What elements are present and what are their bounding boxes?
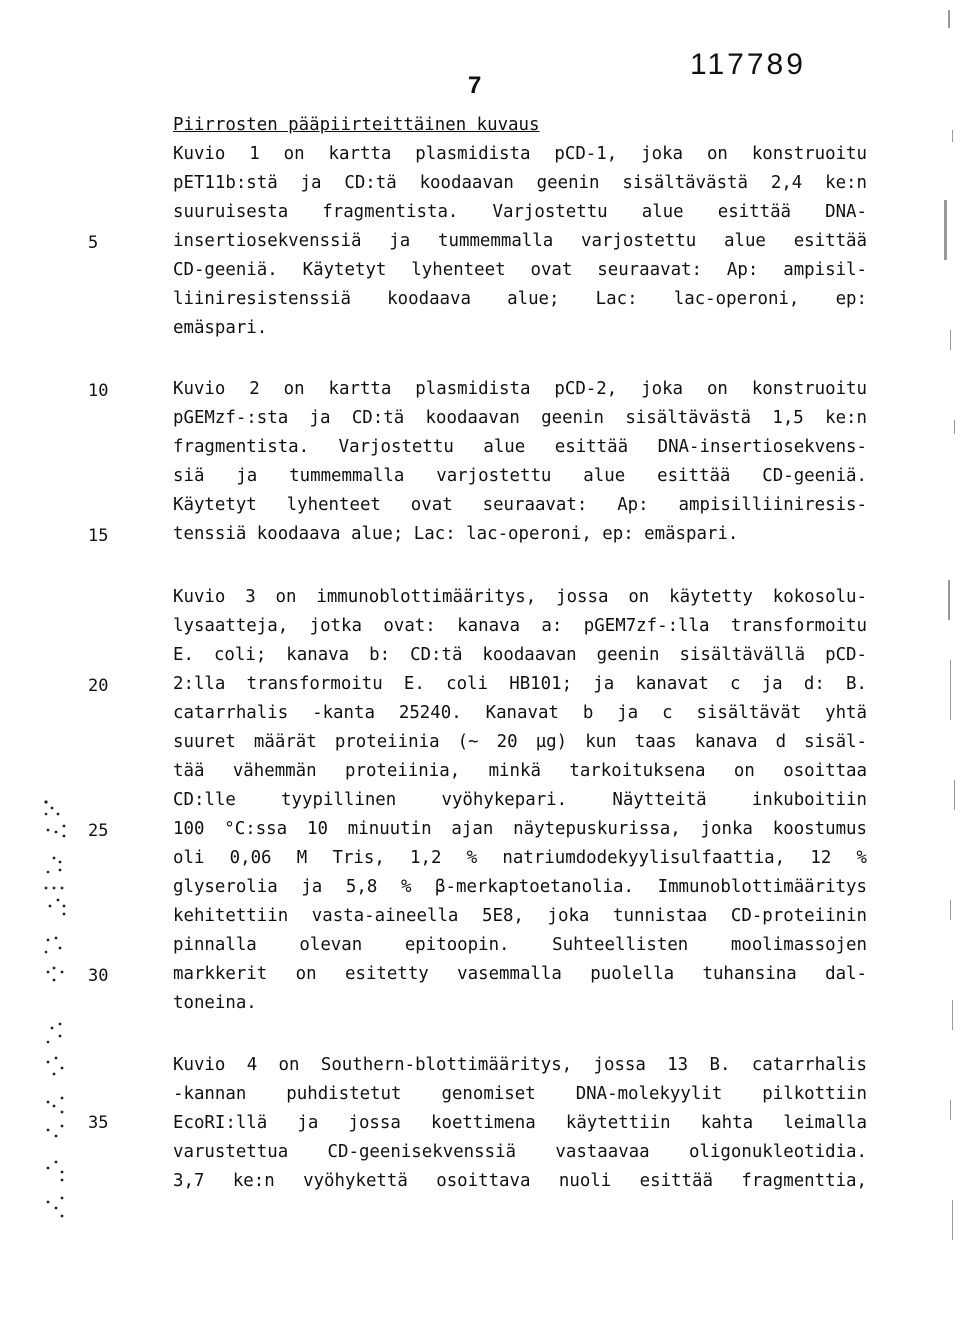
line-number: 30: [88, 966, 109, 986]
text-line: Kuvio 2 on kartta plasmidista pCD-2, joka on konstruoitu: [173, 379, 867, 399]
text-line: 100 °C:ssa 10 minuutin ajan näytepuskurissa, jonka koostumus: [173, 819, 867, 839]
text-line: CD:lle tyypillinen vyöhykepari. Näytteitä inkuboitiin: [173, 790, 867, 810]
text-line: siä ja tummemmalla varjostettu alue esittää CD-geeniä.: [173, 466, 867, 486]
text-line: Kuvio 4 on Southern-blottimääritys, jossa 13 B. catarrhalis: [173, 1055, 867, 1075]
text-line: kehitettiin vasta-aineella 5E8, joka tunnistaa CD-proteiinin: [173, 906, 867, 926]
text-line: emäspari.: [173, 318, 268, 338]
document-number: 117789: [690, 48, 806, 81]
text-line: pinnalla olevan epitoopin. Suhteellisten moolimassojen: [173, 935, 867, 955]
line-number: 10: [88, 381, 109, 401]
text-line: markkerit on esitetty vasemmalla puolella tuhansina dal-: [173, 964, 867, 984]
text-line: EcoRI:llä ja jossa koettimena käytettiin kahta leimalla: [173, 1113, 867, 1133]
scan-edge-noise-decoration: [930, 0, 960, 1340]
text-line: tää vähemmän proteiinia, minkä tarkoituksena on osoittaa: [173, 761, 867, 781]
text-line: fragmentista. Varjostettu alue esittää DNA-insertiosekvens-: [173, 437, 867, 457]
text-line: suuruisesta fragmentista. Varjostettu alue esittää DNA-: [173, 202, 867, 222]
line-number: 5: [88, 233, 99, 253]
text-line: varustettua CD-geenisekvenssiä vastaavaa oligonukleotidia.: [173, 1142, 867, 1162]
text-line: liiniresistenssiä koodaava alue; Lac: lac-operoni, ep:: [173, 289, 867, 309]
text-line: glyserolia ja 5,8 % β-merkaptoetanolia. Immunoblottimääritys: [173, 877, 867, 897]
text-line: Käytetyt lyhenteet ovat seuraavat: Ap: ampisilliiniresis-: [173, 495, 867, 515]
text-line: tenssiä koodaava alue; Lac: lac-operoni, ep: emäspari.: [173, 524, 739, 544]
text-line: -kannan puhdistetut genomiset DNA-molekyylit pilkottiin: [173, 1084, 867, 1104]
text-line: suuret määrät proteiinia (~ 20 µg) kun taas kanava d sisäl-: [173, 732, 867, 752]
text-line: catarrhalis -kanta 25240. Kanavat b ja c sisältävät yhtä: [173, 703, 867, 723]
section-heading: Piirrosten pääpiirteittäinen kuvaus: [173, 115, 540, 135]
line-number: 15: [88, 526, 109, 546]
text-line: 2:lla transformoitu E. coli HB101; ja kanavat c ja d: B.: [173, 674, 867, 694]
text-line: 3,7 ke:n vyöhykettä osoittava nuoli esittää fragmenttia,: [173, 1171, 867, 1191]
page-number: 7: [468, 72, 482, 99]
text-line: insertiosekvenssiä ja tummemmalla varjostettu alue esittää: [173, 231, 867, 251]
text-line: pGEMzf-:sta ja CD:tä koodaavan geenin sisältävästä 1,5 ke:n: [173, 408, 867, 428]
text-line: E. coli; kanava b: CD:tä koodaavan geenin sisältävällä pCD-: [173, 645, 867, 665]
line-number: 35: [88, 1113, 109, 1133]
text-line: pET11b:stä ja CD:tä koodaavan geenin sisältävästä 2,4 ke:n: [173, 173, 867, 193]
text-line: oli 0,06 M Tris, 1,2 % natriumdodekyylisulfaattia, 12 %: [173, 848, 867, 868]
text-line: Kuvio 3 on immunoblottimääritys, jossa on käytetty kokosolu-: [173, 587, 867, 607]
text-line: Kuvio 1 on kartta plasmidista pCD-1, joka on konstruoitu: [173, 144, 867, 164]
text-line: lysaatteja, jotka ovat: kanava a: pGEM7zf-:lla transformoitu: [173, 616, 867, 636]
scan-speckle-decoration: [40, 780, 80, 1240]
text-line: toneina.: [173, 993, 257, 1013]
line-number: 25: [88, 821, 109, 841]
line-number: 20: [88, 676, 109, 696]
text-line: CD-geeniä. Käytetyt lyhenteet ovat seuraavat: Ap: ampisil-: [173, 260, 867, 280]
